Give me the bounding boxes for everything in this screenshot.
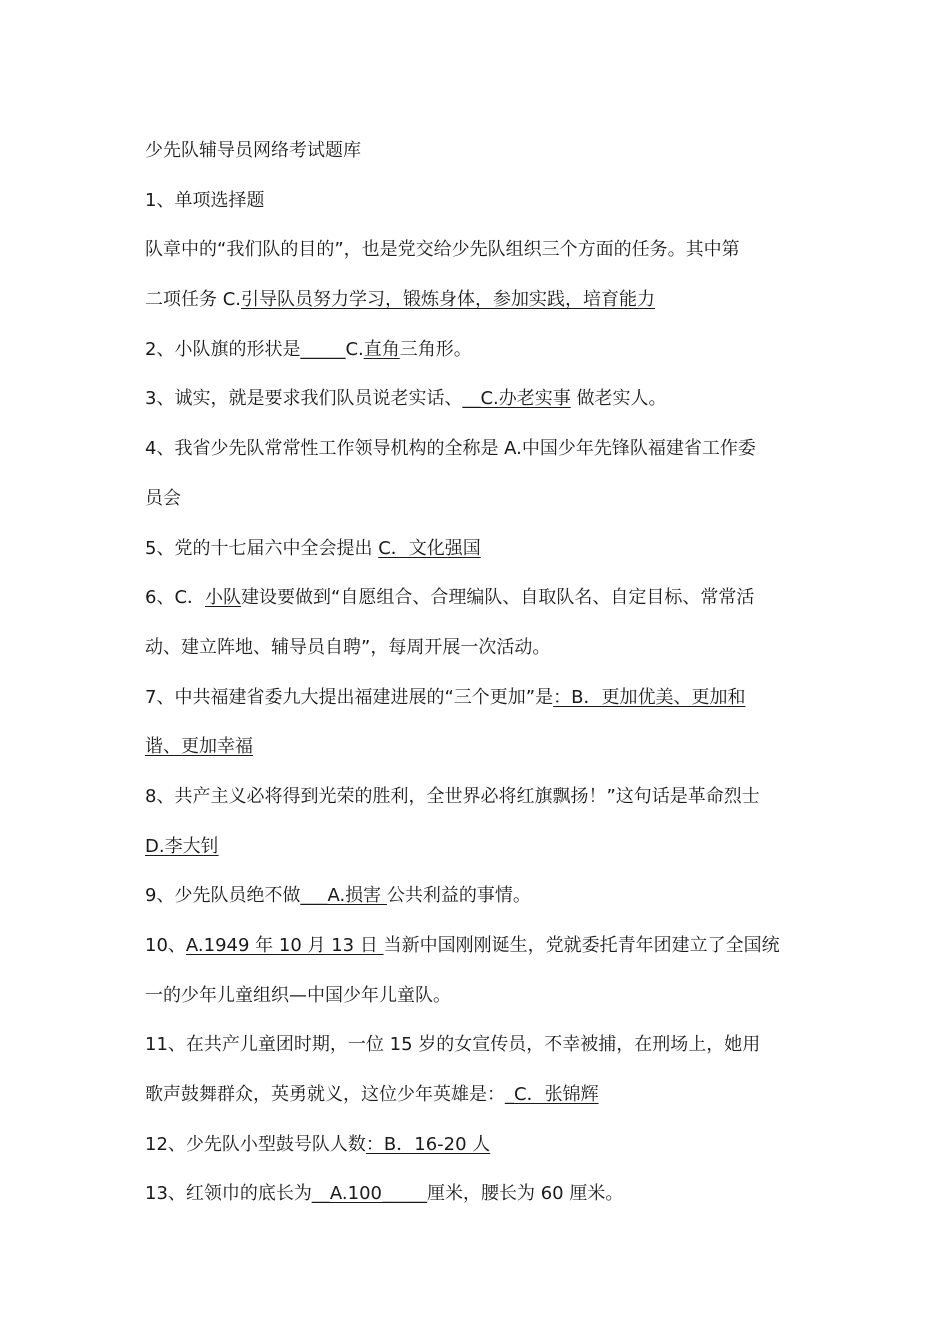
q11-answer: _C．张锦辉	[505, 1084, 599, 1106]
question-5	[145, 524, 825, 574]
q10-prefix: 10、	[145, 935, 186, 956]
q6-answer: 小队	[205, 587, 242, 609]
question-1-line-1: 队章中的“我们队的目的”，也是党交给少先队组织三个方面的任务。其中第	[145, 239, 740, 261]
q7-answer-part-2: 谐、更加幸福	[145, 736, 253, 758]
q5-prefix: 5、党的十七届六中全会提出	[145, 537, 379, 559]
q6-prefix: 6、C．	[145, 587, 206, 609]
q8-answer: D.李大钊	[145, 835, 219, 857]
question-11-line-1: 11、在共产儿童团时期，一位 15 岁的女宣传员，不幸被捕，在刑场上，她用	[145, 1034, 761, 1056]
q7-answer-part-1: ：B．更加优美、更加和	[553, 686, 746, 708]
q10-answer: A.1949 年 10 月 13 日	[185, 935, 384, 956]
question-8-line-1: 8、共产主义必将得到光荣的胜利，全世界必将红旗飘扬！”这句话是革命烈士	[145, 785, 760, 807]
q3-prefix: 3、诚实，就是要求我们队员说老实话、	[145, 388, 463, 410]
q12-answer: ：B．16-20 人	[365, 1133, 491, 1155]
document-body	[145, 126, 825, 1219]
q9-suffix: 公共利益的事情。	[386, 885, 531, 907]
question-6-line-1	[145, 573, 825, 623]
question-9	[145, 871, 825, 921]
question-6-line-2: 动、建立阵地、辅导员自聘”，每周开展一次活动。	[145, 636, 551, 658]
question-13	[145, 1169, 825, 1219]
q3-answer: __C.办老实事	[462, 388, 571, 410]
question-12	[145, 1120, 825, 1170]
q9-prefix: 9、少先队员绝不做	[145, 885, 301, 907]
q2-option: C.	[345, 338, 364, 360]
question-4-line-2: 员会	[145, 487, 181, 509]
question-7-line-1	[145, 673, 825, 723]
q10-suffix: 当新中国刚刚诞生，党就委托青年团建立了全国统	[383, 935, 780, 956]
question-10-line-1	[145, 921, 825, 971]
q3-suffix: 做老实人。	[570, 388, 667, 410]
q5-answer: C．文化强国	[378, 537, 481, 559]
q13-suffix: 厘米，腰长为 60 厘米。	[426, 1183, 624, 1205]
q12-prefix: 12、少先队小型鼓号队人数	[145, 1133, 366, 1155]
q2-blank: _____	[300, 338, 346, 360]
q2-suffix: 三角形。	[399, 338, 472, 360]
document-title: 少先队辅导员网络考试题库	[145, 140, 361, 161]
question-7-line-2	[145, 722, 825, 772]
q11-prefix: 歌声鼓舞群众，英勇就义，这位少年英雄是：	[145, 1084, 505, 1106]
q13-prefix: 13、红领巾的底长为	[145, 1183, 312, 1205]
question-11-line-2	[145, 1070, 825, 1120]
q1-answer: 引导队员努力学习，锻炼身体，参加实践，培育能力	[241, 289, 656, 311]
question-8-line-2	[145, 822, 825, 872]
question-1-line-2	[145, 275, 825, 325]
q2-answer: 直角	[363, 338, 400, 360]
q1-prefix: 二项任务 C.	[145, 289, 242, 311]
q13-answer: __A.100_____	[311, 1183, 427, 1205]
question-2	[145, 325, 825, 375]
section-heading: 1、单项选择题	[145, 189, 265, 211]
q6-suffix: 建设要做到“自愿组合、合理编队、自取队名、自定目标、常常活	[241, 587, 755, 609]
q7-prefix: 7、中共福建省委九大提出福建进展的“三个更加”是	[145, 686, 554, 708]
question-4-line-1: 4、我省少先队常常性工作领导机构的全称是 A.中国少年先锋队福建省工作委	[145, 438, 756, 460]
question-3	[145, 374, 825, 424]
q9-answer: ___A.损害	[300, 885, 387, 907]
question-10-line-2: 一的少年儿童组织—中国少年儿童队。	[145, 984, 451, 1006]
q2-prefix: 2、小队旗的形状是	[145, 338, 301, 360]
